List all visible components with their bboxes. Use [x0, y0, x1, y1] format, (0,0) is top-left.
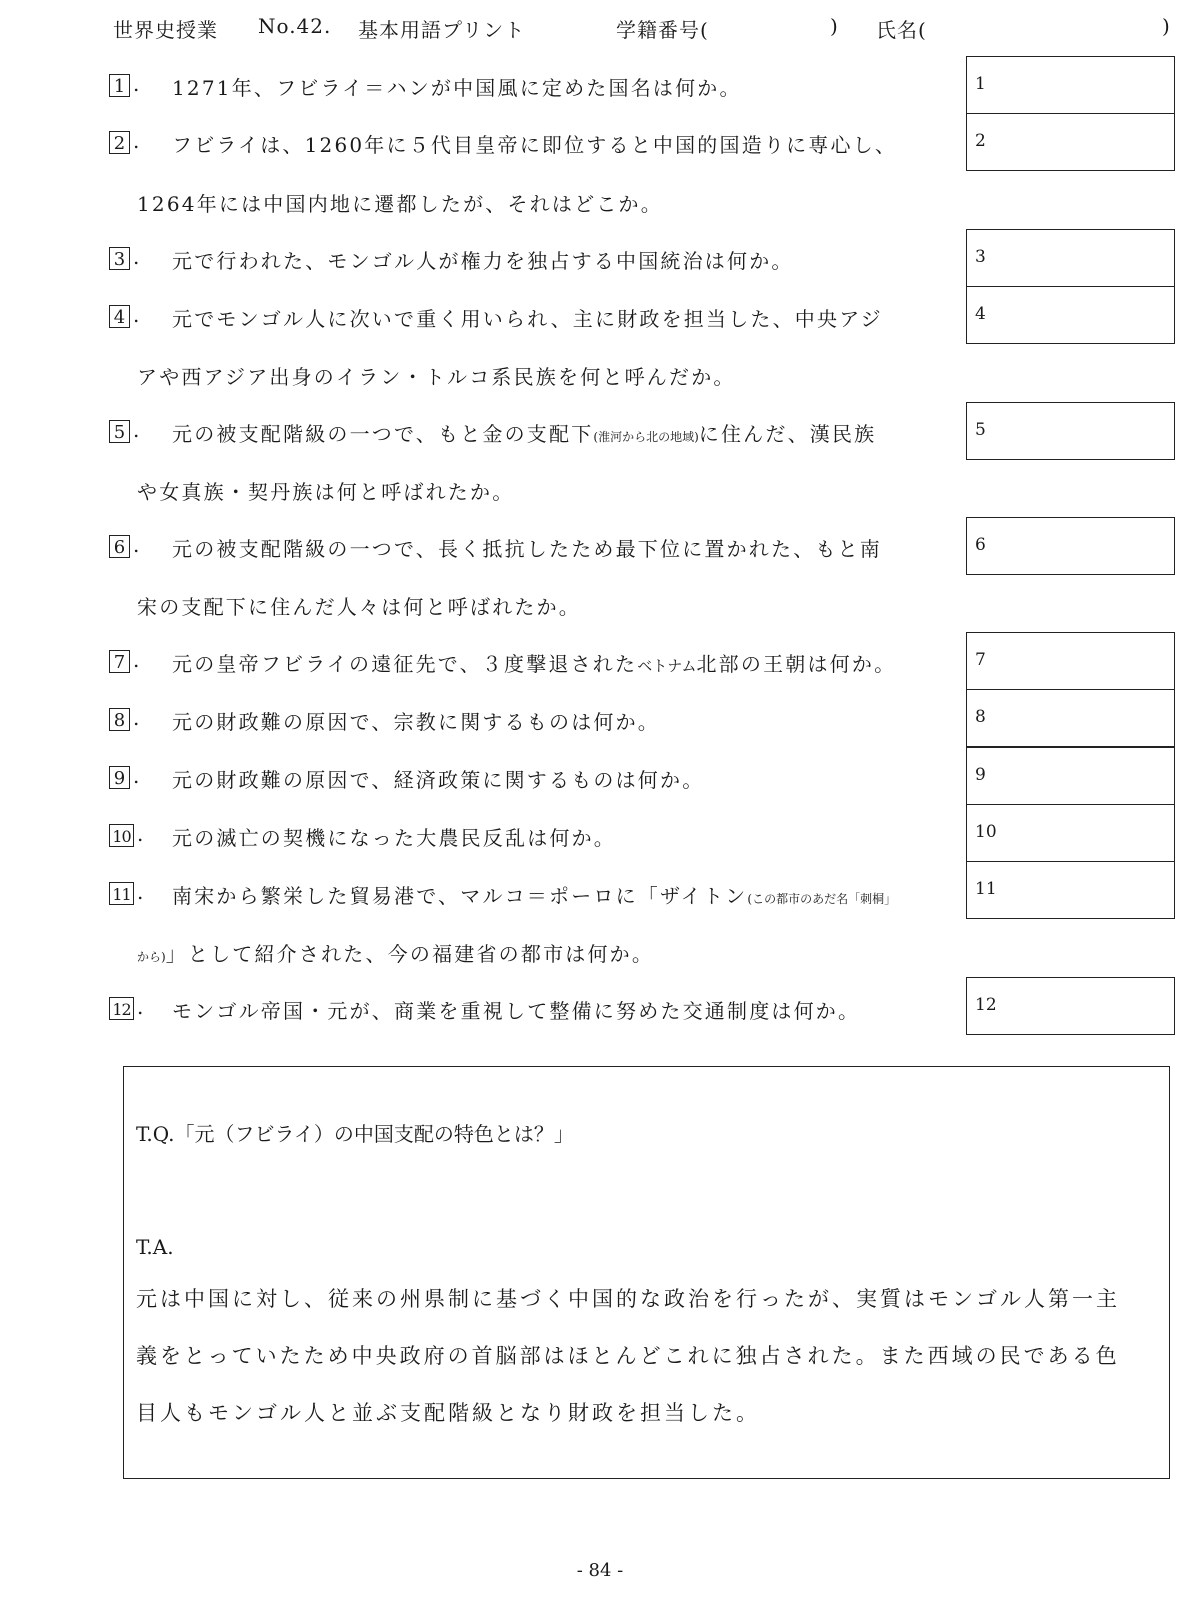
question-5-text — [172, 418, 876, 447]
question-dot: . — [133, 245, 140, 269]
question-11-continued — [137, 938, 654, 967]
answer-box-9[interactable] — [966, 747, 1175, 805]
student-id-label: 学籍番号( — [616, 18, 709, 42]
answer-box-label: 12 — [975, 995, 997, 1015]
question-7-text — [172, 648, 896, 677]
question-dot: . — [133, 303, 140, 327]
question-dot: . — [133, 72, 140, 96]
question-9-text: 元の財政難の原因で、経済政策に関するものは何か。 — [172, 768, 705, 792]
question-dot: . — [137, 995, 144, 1019]
question-7-note: ベトナム — [637, 657, 697, 675]
course-title: 世界史授業 — [113, 18, 218, 42]
question-number-10: 10 — [109, 824, 134, 847]
answer-box-label: 8 — [975, 707, 986, 727]
answer-box-label: 1 — [975, 74, 986, 94]
answer-box-5[interactable] — [966, 402, 1175, 460]
question-11-note: (この都市のあだ名「刺桐」 — [747, 892, 897, 906]
question-5-note: (淮河から北の地域) — [593, 430, 699, 444]
question-number-7: 7 — [109, 650, 130, 673]
question-4-text: 元でモンゴル人に次いで重く用いられ、主に財政を担当した、中央アジ — [172, 307, 883, 331]
answer-box-2[interactable] — [966, 113, 1175, 171]
answer-box-1[interactable] — [966, 56, 1175, 114]
answer-box-8[interactable] — [966, 689, 1175, 747]
question-dot: . — [133, 706, 140, 730]
ta-label: T.A. — [136, 1235, 174, 1259]
answer-box-label: 10 — [975, 822, 997, 842]
question-11-text-a: 南宋から繁栄した貿易港で、マルコ＝ポーロに「ザイトン — [172, 884, 748, 908]
answer-box-label: 6 — [975, 535, 986, 555]
student-id-close: ) — [830, 14, 839, 38]
question-5-continued: や女真族・契丹族は何と呼ばれたか。 — [137, 480, 515, 504]
question-dot: . — [133, 129, 140, 153]
question-1-text: 1271年、フビライ＝ハンが中国風に定めた国名は何か。 — [172, 76, 742, 100]
question-number-2: 2 — [109, 131, 130, 154]
answer-box-4[interactable] — [966, 286, 1175, 344]
ta-line-2: 義をとっていたため中央政府の首脳部はほとんどこれに独占された。また西域の民である色 — [136, 1344, 1120, 1368]
question-number-12: 12 — [109, 997, 134, 1020]
name-close: ) — [1162, 14, 1171, 38]
question-6-text: 元の被支配階級の一つで、長く抵抗したため最下位に置かれた、もと南 — [172, 537, 882, 561]
question-11-note-cont: から) — [137, 950, 166, 964]
question-5-text-b: に住んだ、漢民族 — [698, 422, 877, 446]
question-dot: . — [133, 648, 140, 672]
ta-line-3: 目人もモンゴル人と並ぶ支配階級となり財政を担当した。 — [136, 1401, 760, 1425]
name-label: 氏名( — [876, 18, 927, 42]
question-3-text: 元で行われた、モンゴル人が権力を独占する中国統治は何か。 — [172, 249, 794, 273]
question-number-3: 3 — [109, 247, 130, 270]
print-number: No.42. — [258, 14, 332, 38]
answer-box-10[interactable] — [966, 804, 1175, 862]
question-2-continued: 1264年には中国内地に遷都したが、それはどこか。 — [137, 192, 663, 216]
question-dot: . — [133, 533, 140, 557]
answer-box-11[interactable] — [966, 861, 1175, 919]
question-number-9: 9 — [109, 766, 130, 789]
page-number: - 84 - — [576, 1560, 624, 1581]
question-number-8: 8 — [109, 708, 130, 731]
question-dot: . — [137, 822, 144, 846]
question-dot: . — [133, 764, 140, 788]
answer-box-label: 2 — [975, 131, 986, 151]
question-5-text-a: 元の被支配階級の一つで、もと金の支配下 — [172, 422, 594, 446]
question-11-text — [172, 880, 896, 909]
print-title: 基本用語プリント — [358, 18, 526, 42]
question-7-text-a: 元の皇帝フビライの遠征先で、３度撃退された — [172, 652, 638, 676]
question-7-text-b: 北部の王朝は何か。 — [696, 652, 897, 676]
answer-box-7[interactable] — [966, 632, 1175, 690]
answer-box-3[interactable] — [966, 229, 1175, 287]
question-11-text-b: 」として紹介された、今の福建省の都市は何か。 — [165, 942, 655, 966]
answer-box-label: 4 — [975, 304, 986, 324]
question-dot: . — [137, 880, 144, 904]
answer-box-label: 7 — [975, 650, 986, 670]
question-number-4: 4 — [109, 305, 130, 328]
answer-box-label: 5 — [975, 420, 986, 440]
question-number-1: 1 — [109, 74, 130, 97]
answer-box-label: 11 — [975, 879, 997, 899]
question-number-11: 11 — [109, 882, 134, 905]
answer-box-label: 9 — [975, 765, 986, 785]
answer-box-label: 3 — [975, 247, 986, 267]
question-dot: . — [133, 418, 140, 442]
question-4-continued: アや西アジア出身のイラン・トルコ系民族を何と呼んだか。 — [137, 365, 736, 389]
question-8-text: 元の財政難の原因で、宗教に関するものは何か。 — [172, 710, 660, 734]
answer-box-12[interactable] — [966, 977, 1175, 1035]
question-12-text: モンゴル帝国・元が、商業を重視して整備に努めた交通制度は何か。 — [172, 999, 861, 1023]
question-number-5: 5 — [109, 420, 130, 443]
ta-line-1: 元は中国に対し、従来の州県制に基づく中国的な政治を行ったが、実質はモンゴル人第一主 — [136, 1287, 1120, 1311]
answer-box-6[interactable] — [966, 517, 1175, 575]
tq-question: T.Q.「元（フビライ）の中国支配の特色とは？」 — [136, 1122, 574, 1146]
question-number-6: 6 — [109, 535, 130, 558]
question-10-text: 元の滅亡の契機になった大農民反乱は何か。 — [172, 826, 616, 850]
question-2-text: フビライは、1260年に５代目皇帝に即位すると中国的国造りに専心し、 — [172, 133, 898, 157]
question-6-continued: 宋の支配下に住んだ人々は何と呼ばれたか。 — [137, 595, 581, 619]
